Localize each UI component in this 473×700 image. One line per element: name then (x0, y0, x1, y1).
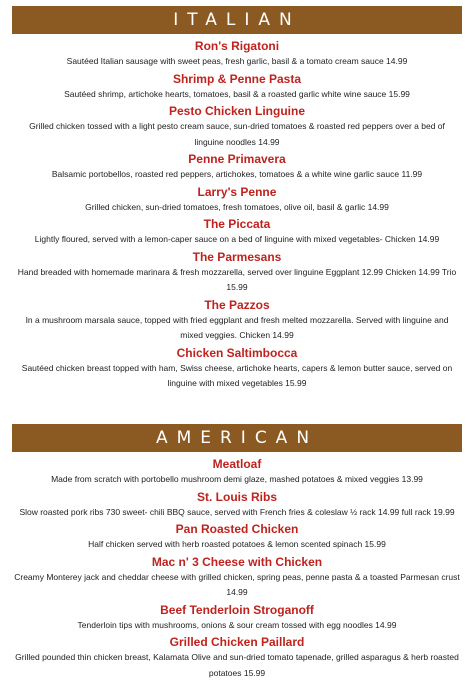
menu-item (8, 217, 466, 248)
section-header-american: AMERICAN (12, 424, 462, 452)
dish-name: Grilled Chicken Paillard (169, 635, 305, 649)
dish-name: Chicken Saltimbocca (176, 345, 298, 360)
dish-description: Slow roasted pork ribs 730 sweet- chili BBQ sauce, served with French fries & coleslaw ½ rack 14.99 full rack 19.99 (19, 506, 455, 517)
dish-description: Grilled chicken, sun-dried tomatoes, fresh tomatoes, olive oil, basil & garlic 14.99 (85, 201, 389, 212)
dish-name: The Parmesans (192, 249, 282, 264)
dish-name: Larry's Penne (197, 184, 277, 199)
dish-name: Pan Roasted Chicken (175, 522, 299, 536)
dish-description: Grilled chicken tossed with a light pesto cream sauce, sun-dried tomatoes & roasted red peppers over a bed of linguine noodles 14.99 (29, 121, 445, 147)
section-american (8, 456, 466, 683)
dish-name: Ron's Rigatoni (194, 39, 280, 53)
dish-description: Balsamic portobellos, roasted red peppers, artichokes, tomatoes & a white wine garlic sauce 11.99 (51, 169, 423, 179)
menu-item (8, 457, 466, 488)
dish-name: Shrimp & Penne Pasta (172, 71, 302, 86)
menu-item (8, 522, 466, 553)
menu-item (8, 250, 466, 296)
dish-description: Sautéed Italian sausage with sweet peas, fresh garlic, basil & a tomato cream sauce 14.99 (66, 56, 408, 66)
dish-description: Creamy Monterey jack and cheddar cheese with grilled chicken, spring peas, penne pasta & a toasted Parmesan crust 14.99 (14, 571, 460, 597)
dish-name: Meatloaf (212, 457, 262, 471)
dish-description: Sautéed shrimp, artichoke hearts, tomatoes, basil & a roasted garlic white wine sauce 15.99 (64, 88, 410, 99)
menu-item (8, 39, 466, 70)
menu-item (8, 346, 466, 392)
dish-description: Sautéed chicken breast topped with ham, Swiss cheese, artichoke hearts, capers & lemon butter sauce, served on linguine with mixed vegetables 15.99 (21, 362, 453, 388)
menu-item (8, 490, 466, 521)
menu-item (8, 603, 466, 634)
dish-description: In a mushroom marsala sauce, topped with fried eggplant and fresh melted mozzarella. Served with linguine and mixed veggies. Chicken 14.99 (25, 314, 449, 340)
dish-description: Made from scratch with portobello mushroom demi glaze, mashed potatoes & mixed veggies 13.99 (51, 474, 423, 484)
dish-name: Pesto Chicken Linguine (168, 104, 306, 118)
menu-item (8, 152, 466, 183)
dish-name: The Piccata (203, 217, 271, 231)
menu-item (8, 104, 466, 150)
dish-name: Beef Tenderloin Stroganoff (160, 602, 314, 617)
dish-name: St. Louis Ribs (196, 489, 277, 504)
section-header-italian: ITALIAN (12, 6, 462, 34)
dish-name: The Pazzos (204, 297, 270, 312)
dish-description: Lightly floured, served with a lemon-caper sauce on a bed of linguine with mixed vegetables- Chicken 14.99 (34, 234, 440, 244)
dish-description: Half chicken served with herb roasted potatoes & lemon scented spinach 15.99 (88, 539, 386, 549)
menu-item (8, 72, 466, 103)
dish-name: Mac n' 3 Cheese with Chicken (151, 554, 323, 569)
menu-item (8, 185, 466, 216)
dish-description: Grilled pounded thin chicken breast, Kalamata Olive and sun-dried tomato tapenade, grilled asparagus & herb roasted potatoes 15.99 (15, 652, 459, 678)
menu-item (8, 555, 466, 601)
dish-description: Tenderloin tips with mushrooms, onions & sour cream tossed with egg noodles 14.99 (77, 619, 397, 630)
menu-item (8, 298, 466, 344)
dish-name: Penne Primavera (188, 152, 286, 166)
dish-description: Hand breaded with homemade marinara & fresh mozzarella, served over linguine Eggplant 12.99 Chicken 14.99 Trio 15.99 (17, 266, 457, 292)
section-italian (8, 38, 466, 394)
menu-item (8, 635, 466, 681)
